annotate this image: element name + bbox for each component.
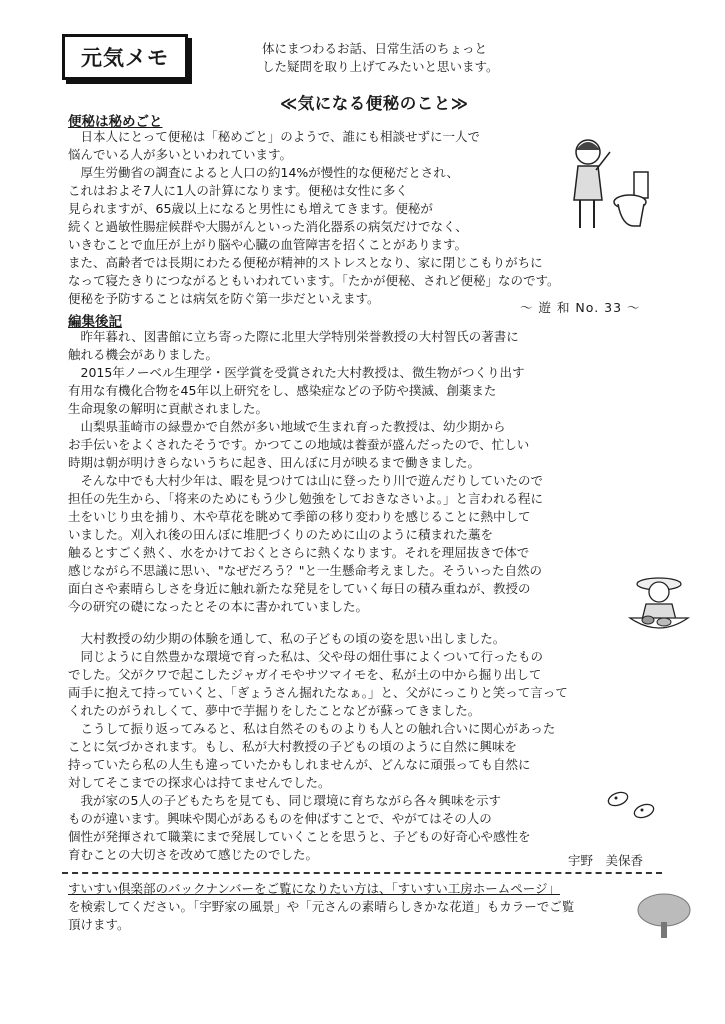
- footer-text: [68, 880, 574, 934]
- body-line: 山梨県韮崎市の緑豊かで自然が多い地域で生まれ育った教授は、幼少期から: [68, 419, 506, 434]
- body-line: 同じように自然豊かな環境で育った私は、父や母の畑仕事によくついて行ったもの: [68, 649, 544, 664]
- body-line: いきむことで血圧が上がり脳や心臓の血管障害を招くことがあります。: [68, 237, 468, 252]
- intro-line-1: 体にまつわるお話、日常生活のちょっと: [262, 41, 488, 56]
- body-line: 土をいじり虫を捕り、木や草花を眺めて季節の移り変わりを感じることに熱中して: [68, 509, 531, 524]
- footer-divider: [62, 872, 662, 874]
- body-line: 対してそこまでの探求心は持てませんでした。: [68, 775, 331, 790]
- body-line: ことに気づかされます。もし、私が大村教授の子どもの頃のように自然に興味を: [68, 739, 518, 754]
- footprints-icon: [604, 785, 660, 825]
- issue-signature: ～ 遊 和 No. 33 ～: [520, 300, 641, 315]
- body-line: 続くと過敏性腸症候群や大腸がんといった消化器系の病気だけでなく、: [68, 219, 468, 234]
- body-line: 個性が発揮されて職業にまで発展していくことを思うと、子どもの好奇心や感性を: [68, 829, 531, 844]
- body-line: 昨年暮れ、図書館に立ち寄った際に北里大学特別栄誉教授の大村智氏の著書に: [68, 329, 519, 344]
- toilet-person-illustration: [560, 130, 660, 235]
- body-line: 今の研究の礎になったとその本に書かれていました。: [68, 599, 369, 614]
- body-line: 持っていたら私の人生も違っていたかもしれませんが、どんなに頑張っても自然に: [68, 757, 531, 772]
- body-line: 日本人にとって便秘は「秘めごと」のようで、誰にも相談せずに一人で: [68, 129, 481, 144]
- body-line: 悩んでいる人が多いといわれています。: [68, 147, 293, 162]
- body-line: 便秘を予防することは病気を防ぐ第一歩だといえます。: [68, 291, 380, 306]
- body-line: 両手に抱えて持っていくと、「ぎょうさん掘れたなぁ。」と、父がにっこりと笑って言って: [68, 685, 568, 700]
- body-line: 感じながら不思議に思い、"なぜだろう？"と一生懸命考えました。そういった自然の: [68, 563, 543, 578]
- footer-line-3: 頂けます。: [68, 917, 130, 932]
- body-line: 担任の先生から、「将来のためにもう少し勉強をしておきなさいよ。」と言われる程に: [68, 491, 544, 506]
- body-line: 触るとすごく熱く、水をかけておくとさらに熱くなります。それを理屈抜きで体で: [68, 545, 530, 560]
- child-harvest-illustration: [624, 572, 694, 634]
- footer-line-2: を検索してください。「宇野家の風景」や「元さんの素晴らしきかな花道」もカラーでご覧: [68, 899, 575, 914]
- body-line: こうして振り返ってみると、私は自然そのものよりも人との触れ合いに関心があった: [68, 721, 556, 736]
- author-name: 宇野 美保香: [568, 853, 644, 868]
- body-line: 有用な有機化合物を45年以上研究をし、感染症などの予防や撲滅、創薬また: [68, 383, 497, 398]
- body-line: 面白さや素晴らしさを身近に触れ新たな発見をしていく毎日の積み重ねが、教授の: [68, 581, 531, 596]
- body-line: 厚生労働省の調査によると人口の約14%が慢性的な便秘だとされ、: [68, 165, 460, 180]
- body-line: なって寝たきりにつながるともいわれています。「たかが便秘、されど便秘」なのです。: [68, 273, 560, 288]
- section1-heading: 便秘は秘めごと: [68, 114, 163, 130]
- body-line: ものが違います。興味や関心があるものを伸ばすことで、やがてはその人の: [68, 811, 492, 826]
- body-line: これはおよそ7人に1人の計算になります。便秘は女性に多く: [68, 183, 408, 198]
- footer-line-1: すいすい倶楽部のバックナンバーをご覧になりたい方は、「すいすい工房ホームページ」: [68, 881, 561, 896]
- body-line: 生命現象の解明に貢献されました。: [68, 401, 269, 416]
- section-label-box: 元気メモ: [62, 34, 188, 80]
- section2-heading: 編集後記: [68, 314, 122, 330]
- body-line: 触れる機会がありました。: [68, 347, 219, 362]
- body-line: また、高齢者では長期にわたる便秘が精神的ストレスとなり、家に閉じこもりがちに: [68, 255, 543, 270]
- intro-text: [262, 40, 662, 76]
- section2-para1: [68, 328, 543, 616]
- body-line: 時期は朝が明けきらないうちに起き、田んぼに月が映るまで働きました。: [68, 455, 481, 470]
- body-line: 2015年ノーベル生理学・医学賞を受賞された大村教授は、微生物がつくり出す: [68, 365, 525, 380]
- body-line: くれたのがうれしくて、夢中で芋掘りをしたことなどが蘇ってきました。: [68, 703, 481, 718]
- body-line: いました。刈入れ後の田んぼに堆肥づくりのために山のように積まれた藁を: [68, 527, 494, 542]
- intro-line-2: した疑問を取り上げてみたいと思います。: [262, 59, 499, 74]
- section1-body: [68, 128, 560, 308]
- body-line: でした。父がクワで起こしたジャガイモやサツマイモを、私が土の中から掘り出して: [68, 667, 542, 682]
- article-title: ≪気になる便秘のこと≫: [280, 94, 469, 113]
- section2-para2: [68, 630, 568, 864]
- body-line: お手伝いをよくされたそうです。かつてこの地域は養蚕が盛んだったので、忙しい: [68, 437, 530, 452]
- body-line: 大村教授の幼少期の体験を通して、私の子どもの頃の姿を思い出しました。: [68, 631, 506, 646]
- body-line: 我が家の5人の子どもたちを見ても、同じ環境に育ちながら各々興味を示す: [68, 793, 501, 808]
- tree-icon: [634, 892, 694, 942]
- body-line: 見られますが、65歳以上になると男性にも増えてきます。便秘が: [68, 201, 433, 216]
- body-line: 育むことの大切さを改めて感じたのでした。: [68, 847, 319, 862]
- body-line: そんな中でも大村少年は、暇を見つけては山に登ったり川で遊んだりしていたので: [68, 473, 544, 488]
